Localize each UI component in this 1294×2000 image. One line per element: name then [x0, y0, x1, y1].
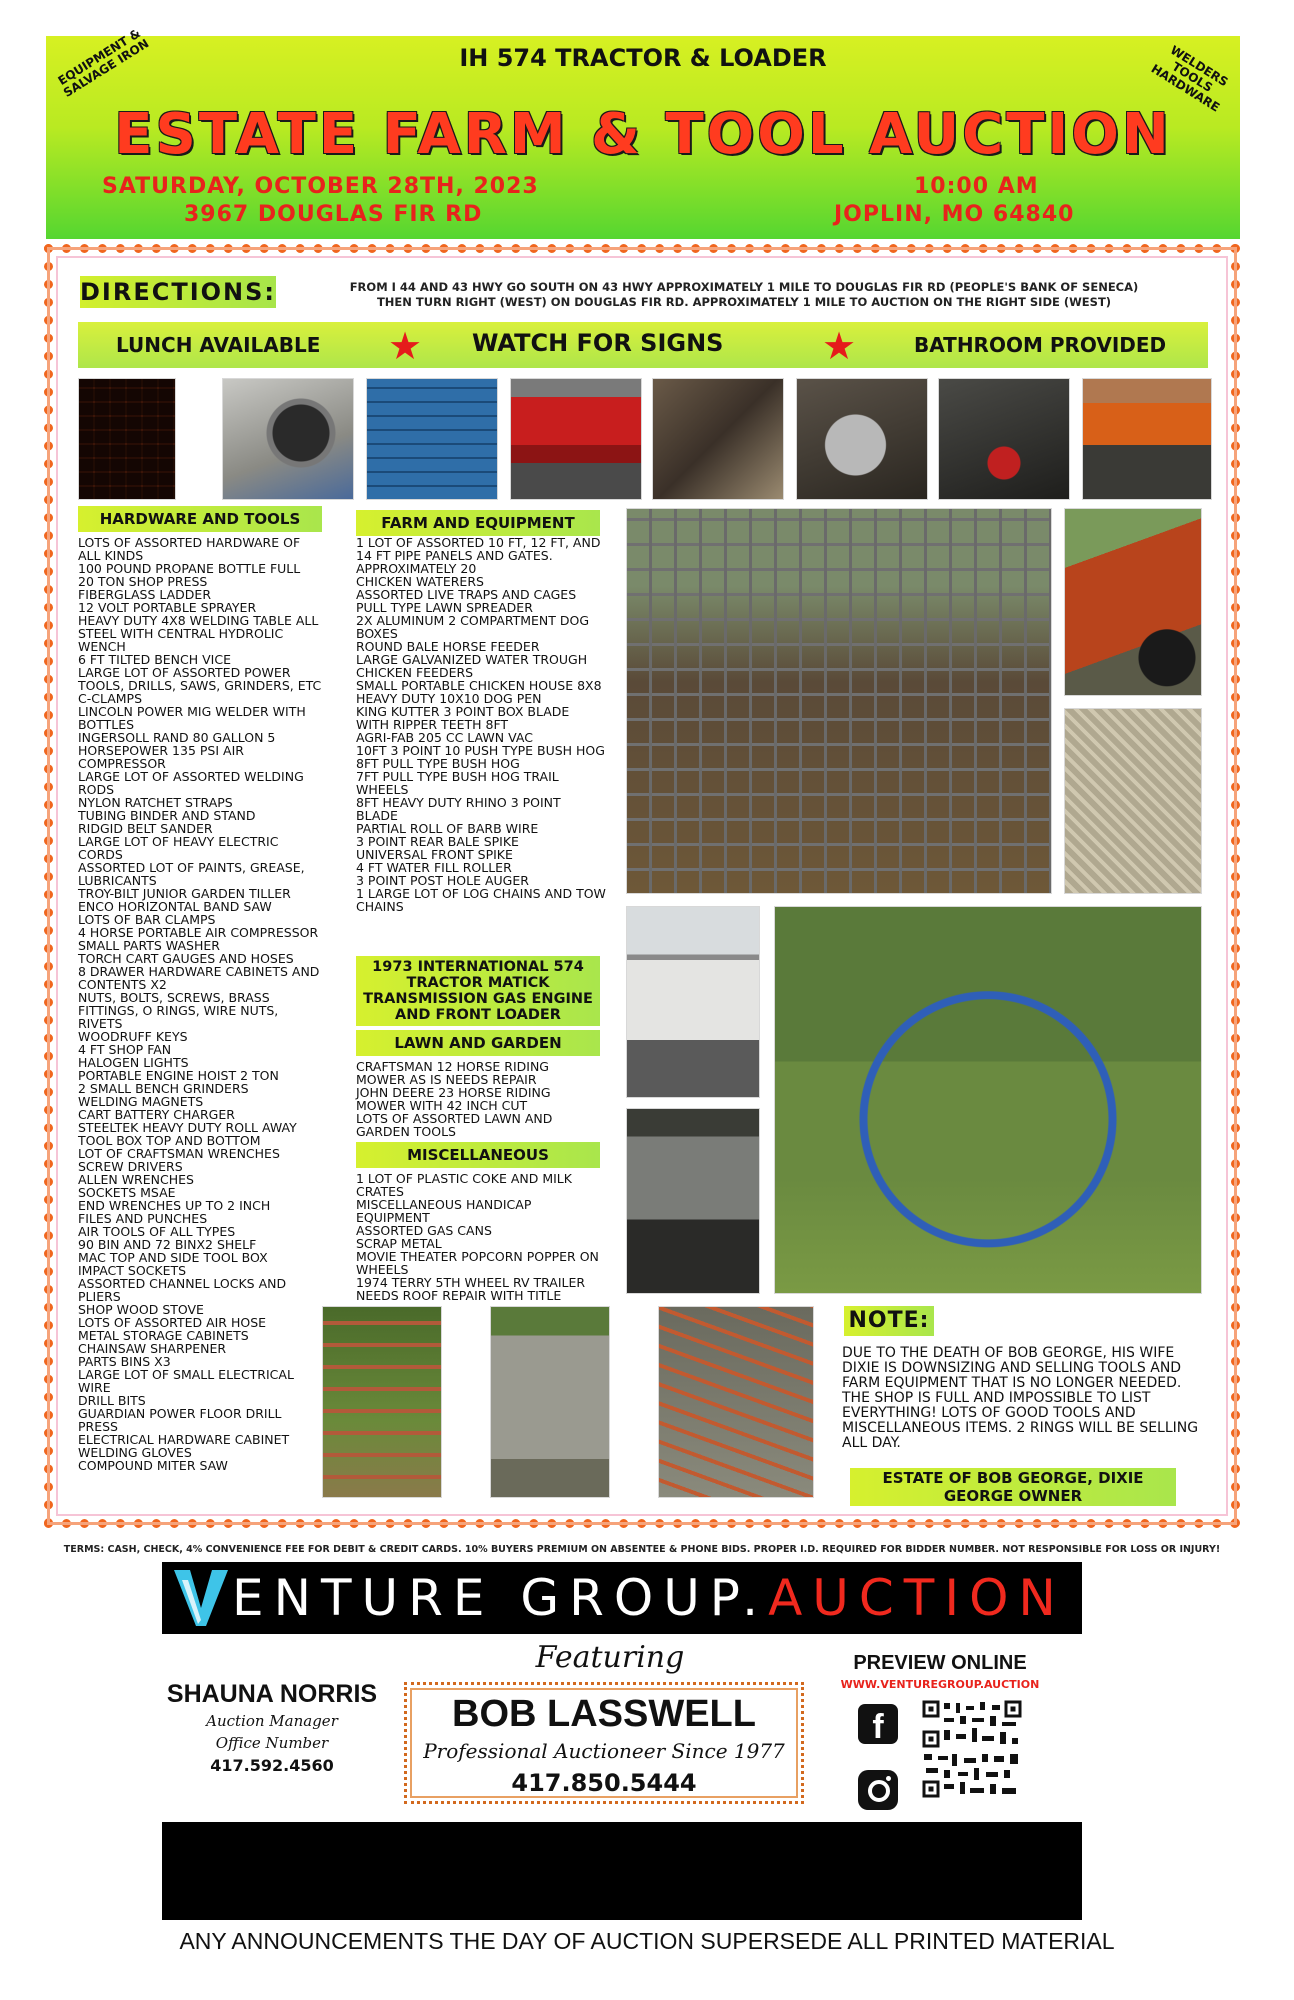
list-item: C-CLAMPS: [78, 691, 143, 706]
list-item: LOTS OF ASSORTED HARDWARE OF ALL KINDS: [78, 535, 301, 563]
hardware-list: [78, 536, 324, 1472]
qr-code-icon: [922, 1700, 1022, 1748]
list-item: LARGE LOT OF ASSORTED WELDING RODS: [78, 769, 304, 797]
corner-tag-left: EQUIPMENT & SALVAGE IRON: [55, 26, 152, 100]
auction-date: SATURDAY, OCTOBER 28TH, 2023: [102, 174, 539, 199]
list-item: HALOGEN LIGHTS: [78, 1055, 189, 1070]
owner-box: ESTATE OF BOB GEORGE, DIXIE GEORGE OWNER: [850, 1468, 1176, 1506]
list-item: 4 FT WATER FILL ROLLER: [356, 860, 512, 875]
list-item: SHOP WOOD STOVE: [78, 1302, 204, 1317]
list-item: PULL TYPE LAWN SPREADER: [356, 600, 533, 615]
list-item: CHICKEN FEEDERS: [356, 665, 474, 680]
list-item: 3 POINT POST HOLE AUGER: [356, 873, 529, 888]
list-item: ALLEN WRENCHES: [78, 1172, 194, 1187]
list-item: SCREW DRIVERS: [78, 1159, 183, 1174]
hardware-heading: HARDWARE AND TOOLS: [78, 506, 322, 532]
list-item: 6 FT TILTED BENCH VICE: [78, 652, 231, 667]
auction-address: 3967 DOUGLAS FIR RD: [184, 202, 483, 227]
list-item: STEELTEK HEAVY DUTY ROLL AWAY TOOL BOX TOP AND BOTTOM: [78, 1120, 297, 1148]
list-item: ASSORTED LOT OF PAINTS, GREASE, LUBRICANTS: [78, 860, 305, 888]
photo-miter-saw: [222, 378, 354, 500]
list-item: INGERSOLL RAND 80 GALLON 5 HORSEPOWER 135 PSI AIR COMPRESSOR: [78, 730, 276, 771]
list-item: 4 HORSE PORTABLE AIR COMPRESSOR: [78, 925, 319, 940]
list-item: 1 LOT OF ASSORTED 10 FT, 12 FT, AND 14 FT PIPE PANELS AND GATES. APPROXIMATELY 20: [356, 535, 601, 576]
list-item: LOTS OF BAR CLAMPS: [78, 912, 216, 927]
photo-bins: [78, 378, 176, 500]
farm-heading: FARM AND EQUIPMENT: [356, 510, 600, 536]
header-banner: [46, 26, 1240, 239]
list-item: NUTS, BOLTS, SCREWS, BRASS FITTINGS, O RINGS, WIRE NUTS, RIVETS: [78, 990, 279, 1031]
directions-label: DIRECTIONS:: [80, 278, 277, 306]
photo-grinder: [796, 378, 928, 500]
star-icon: ★: [388, 324, 423, 368]
venture-logo-bar: [162, 1562, 1082, 1634]
signs-bar: [78, 322, 1208, 368]
list-item: IMPACT SOCKETS: [78, 1263, 187, 1278]
list-item: 7FT PULL TYPE BUSH HOG TRAIL WHEELS: [356, 769, 559, 797]
lawn-heading: LAWN AND GARDEN: [356, 1030, 600, 1056]
list-item: WELDING GLOVES: [78, 1445, 192, 1460]
black-footer-panel: [162, 1822, 1082, 1920]
list-item: FILES AND PUNCHES: [78, 1211, 208, 1226]
list-item: LARGE LOT OF HEAVY ELECTRIC CORDS: [78, 834, 279, 862]
list-item: ROUND BALE HORSE FEEDER: [356, 639, 540, 654]
list-item: SCRAP METAL: [356, 1236, 442, 1251]
list-item: NYLON RATCHET STRAPS: [78, 795, 233, 810]
list-item: LOTS OF ASSORTED LAWN AND GARDEN TOOLS: [356, 1111, 553, 1139]
photo-lawn-vac: [626, 1108, 760, 1294]
list-item: LINCOLN POWER MIG WELDER WITH BOTTLES: [78, 704, 306, 732]
list-item: ASSORTED LIVE TRAPS AND CAGES: [356, 587, 577, 602]
list-item: KING KUTTER 3 POINT BOX BLADE WITH RIPPER TEETH 8FT: [356, 704, 570, 732]
list-item: 20 TON SHOP PRESS: [78, 574, 208, 589]
list-item: PARTIAL ROLL OF BARB WIRE: [356, 821, 539, 836]
auction-time: 10:00 AM: [914, 174, 1039, 199]
list-item: ENCO HORIZONTAL BAND SAW: [78, 899, 272, 914]
photo-pipe-gate: [322, 1306, 442, 1498]
photo-rv-trailer: [626, 906, 760, 1098]
note-text: DUE TO THE DEATH OF BOB GEORGE, HIS WIFE DIXIE IS DOWNSIZING AND SELLING TOOLS AND FARM EQUIPMENT THAT IS NO LONGER NEEDED. THE SHOP IS FULL AND IMPOSSIBLE TO LIST EVERYTHING! LOTS OF GOOD TOOLS AND MISCELLANEOUS ITEMS. 2 RINGS WILL BE SELLING ALL DAY.: [842, 1345, 1199, 1451]
list-item: 1 LARGE LOT OF LOG CHAINS AND TOW CHAINS: [356, 886, 606, 914]
list-item: 8FT HEAVY DUTY RHINO 3 POINT BLADE: [356, 795, 561, 823]
note-label: NOTE:: [844, 1306, 934, 1336]
list-item: SMALL PARTS WASHER: [78, 938, 220, 953]
list-item: LOT OF CRAFTSMAN WRENCHES: [78, 1146, 280, 1161]
list-item: ASSORTED CHANNEL LOCKS AND PLIERS: [78, 1276, 287, 1304]
list-item: 1 LOT OF PLASTIC COKE AND MILK CRATES: [356, 1171, 572, 1199]
list-item: CART BATTERY CHARGER: [78, 1107, 235, 1122]
list-item: COMPOUND MITER SAW: [78, 1458, 228, 1473]
list-item: MISCELLANEOUS HANDICAP EQUIPMENT: [356, 1197, 532, 1225]
list-item: AIR TOOLS OF ALL TYPES: [78, 1224, 236, 1239]
preview-online-label: PREVIEW ONLINE: [853, 1652, 1027, 1674]
list-item: 8FT PULL TYPE BUSH HOG: [356, 756, 520, 771]
list-item: GUARDIAN POWER FLOOR DRILL PRESS: [78, 1406, 282, 1434]
preview-url[interactable]: WWW.VENTUREGROUP.AUCTION: [840, 1678, 1040, 1691]
list-item: CRAFTSMAN 12 HORSE RIDING MOWER AS IS NEEDS REPAIR: [356, 1059, 549, 1087]
photo-chicken-house: [490, 1306, 610, 1498]
list-item: 1974 TERRY 5TH WHEEL RV TRAILER NEEDS ROOF REPAIR WITH TITLE: [356, 1275, 586, 1303]
list-item: LARGE GALVANIZED WATER TROUGH: [356, 652, 588, 667]
list-item: 8 DRAWER HARDWARE CABINETS AND CONTENTS X2: [78, 964, 320, 992]
lawn-list: [356, 1060, 590, 1138]
list-item: FIBERGLASS LADDER: [78, 587, 212, 602]
list-item: AGRI-FAB 205 CC LAWN VAC: [356, 730, 533, 745]
lunch-label: LUNCH AVAILABLE: [116, 333, 321, 357]
disclaimer-text: ANY ANNOUNCEMENTS THE DAY OF AUCTION SUPERSEDE ALL PRINTED MATERIAL: [179, 1928, 1115, 1954]
venture-v-icon: [174, 1568, 228, 1628]
list-item: SOCKETS MSAE: [78, 1185, 176, 1200]
featuring-label: Featuring: [535, 1640, 685, 1675]
list-item: ASSORTED GAS CANS: [356, 1223, 492, 1238]
manager-phone: 417.592.4560: [210, 1756, 334, 1775]
photo-red-toolbox: [510, 378, 642, 500]
list-item: DRILL BITS: [78, 1393, 146, 1408]
list-item: CHAINSAW SHARPENER: [78, 1341, 227, 1356]
directions-line: THEN TURN RIGHT (WEST) ON DOUGLAS FIR RD. APPROXIMATELY 1 MILE TO AUCTION ON THE RIGHT SIDE (WEST): [376, 295, 1112, 309]
list-item: PORTABLE ENGINE HOIST 2 TON: [78, 1068, 279, 1083]
list-item: LARGE LOT OF ASSORTED POWER TOOLS, DRILLS, SAWS, GRINDERS, ETC: [78, 665, 322, 693]
list-item: MAC TOP AND SIDE TOOL BOX: [78, 1250, 268, 1265]
list-item: 100 POUND PROPANE BOTTLE FULL: [78, 561, 301, 576]
list-item: TUBING BINDER AND STAND: [78, 808, 256, 823]
list-item: MOVIE THEATER POPCORN POPPER ON WHEELS: [356, 1249, 599, 1277]
list-item: METAL STORAGE CABINETS: [78, 1328, 249, 1343]
list-item: 90 BIN AND 72 BINX2 SHELF: [78, 1237, 257, 1252]
corner-tag-right: WELDERS TOOLS HARDWARE: [1148, 42, 1231, 115]
directions-text: [284, 280, 1204, 310]
list-item: RIDGID BELT SANDER: [78, 821, 213, 836]
manager-name: SHAUNA NORRIS: [166, 1680, 378, 1708]
list-item: UNIVERSAL FRONT SPIKE: [356, 847, 513, 862]
auction-city: JOPLIN, MO 64840: [834, 202, 1075, 227]
auctioneer-name: BOB LASSWELL: [452, 1693, 756, 1735]
star-icon: ★: [822, 324, 857, 368]
list-item: TORCH CART GAUGES AND HOSES: [78, 951, 294, 966]
list-item: LARGE LOT OF SMALL ELECTRICAL WIRE: [78, 1367, 294, 1395]
list-item: 2 SMALL BENCH GRINDERS: [78, 1081, 249, 1096]
photo-workshop: [652, 378, 784, 500]
list-item: END WRENCHES UP TO 2 INCH: [78, 1198, 271, 1213]
terms-text: TERMS: CASH, CHECK, 4% CONVENIENCE FEE FOR DEBIT & CREDIT CARDS. 10% BUYERS PREMIUM ON ABSENTEE & PHONE BIDS. PROPER I.D. REQUIRED FOR BIDDER NUMBER. NOT RESPONSIBLE FOR LOSS OR INJURY!: [63, 1544, 1221, 1555]
list-item: HEAVY DUTY 10X10 DOG PEN: [356, 691, 542, 706]
auctioneer-since: Professional Auctioneer Since 1977: [423, 1739, 785, 1763]
misc-heading: MISCELLANEOUS: [356, 1142, 600, 1168]
venture-word: ENTURE GROUP.: [232, 1569, 769, 1627]
farm-list: [356, 536, 606, 913]
list-item: HEAVY DUTY 4X8 WELDING TABLE ALL STEEL WITH CENTRAL HYDROLIC WENCH: [78, 613, 319, 654]
list-item: ELECTRICAL HARDWARE CABINET: [78, 1432, 290, 1447]
photo-hay-feeder: [774, 906, 1202, 1294]
list-item: LOTS OF ASSORTED AIR HOSE: [78, 1315, 267, 1330]
photo-tractor: [1064, 508, 1202, 696]
page-title: ESTATE FARM & TOOL AUCTION: [114, 102, 1172, 167]
auctioneer-phone: 417.850.5444: [511, 1769, 697, 1797]
facebook-icon[interactable]: f: [858, 1704, 898, 1744]
manager-office-label: Office Number: [215, 1734, 329, 1752]
photo-dog-boxes: [1064, 708, 1202, 894]
list-item: SMALL PORTABLE CHICKEN HOUSE 8X8: [356, 678, 602, 693]
list-item: JOHN DEERE 23 HORSE RIDING MOWER WITH 42 INCH CUT: [356, 1085, 551, 1113]
manager-role: Auction Manager: [206, 1712, 338, 1730]
headline-tractor: IH 574 TRACTOR & LOADER: [459, 44, 827, 72]
list-item: CHICKEN WATERERS: [356, 574, 484, 589]
list-item: PARTS BINS X3: [78, 1354, 171, 1369]
list-item: 4 FT SHOP FAN: [78, 1042, 172, 1057]
photo-engine-hoist: [1082, 378, 1212, 500]
photo-air-compressor: [938, 378, 1070, 500]
photo-dog-pen: [626, 508, 1052, 894]
watch-signs-label: WATCH FOR SIGNS: [472, 329, 724, 357]
auctioneer-box: [404, 1682, 804, 1804]
misc-list: [356, 1172, 602, 1302]
qr-code-icon: [922, 1752, 1022, 1798]
list-item: 3 POINT REAR BALE SPIKE: [356, 834, 519, 849]
list-item: 12 VOLT PORTABLE SPRAYER: [78, 600, 257, 615]
instagram-icon[interactable]: [858, 1770, 898, 1810]
list-item: 2X ALUMINUM 2 COMPARTMENT DOG BOXES: [356, 613, 590, 641]
directions-line: FROM I 44 AND 43 HWY GO SOUTH ON 43 HWY APPROXIMATELY 1 MILE TO DOUGLAS FIR RD (PEOPLE'S BANK OF SENECA): [349, 280, 1139, 294]
list-item: WOODRUFF KEYS: [78, 1029, 188, 1044]
list-item: WELDING MAGNETS: [78, 1094, 204, 1109]
venture-accent-word: AUCTION: [768, 1569, 1066, 1627]
bathroom-label: BATHROOM PROVIDED: [914, 333, 1167, 357]
photo-pipe-panels: [658, 1306, 814, 1498]
list-item: 10FT 3 POINT 10 PUSH TYPE BUSH HOG: [356, 743, 605, 758]
tractor-box: 1973 INTERNATIONAL 574 TRACTOR MATICK TRANSMISSION GAS ENGINE AND FRONT LOADER: [356, 956, 600, 1026]
list-item: TROY-BILT JUNIOR GARDEN TILLER: [78, 886, 291, 901]
photo-blue-cabinet: [366, 378, 498, 500]
